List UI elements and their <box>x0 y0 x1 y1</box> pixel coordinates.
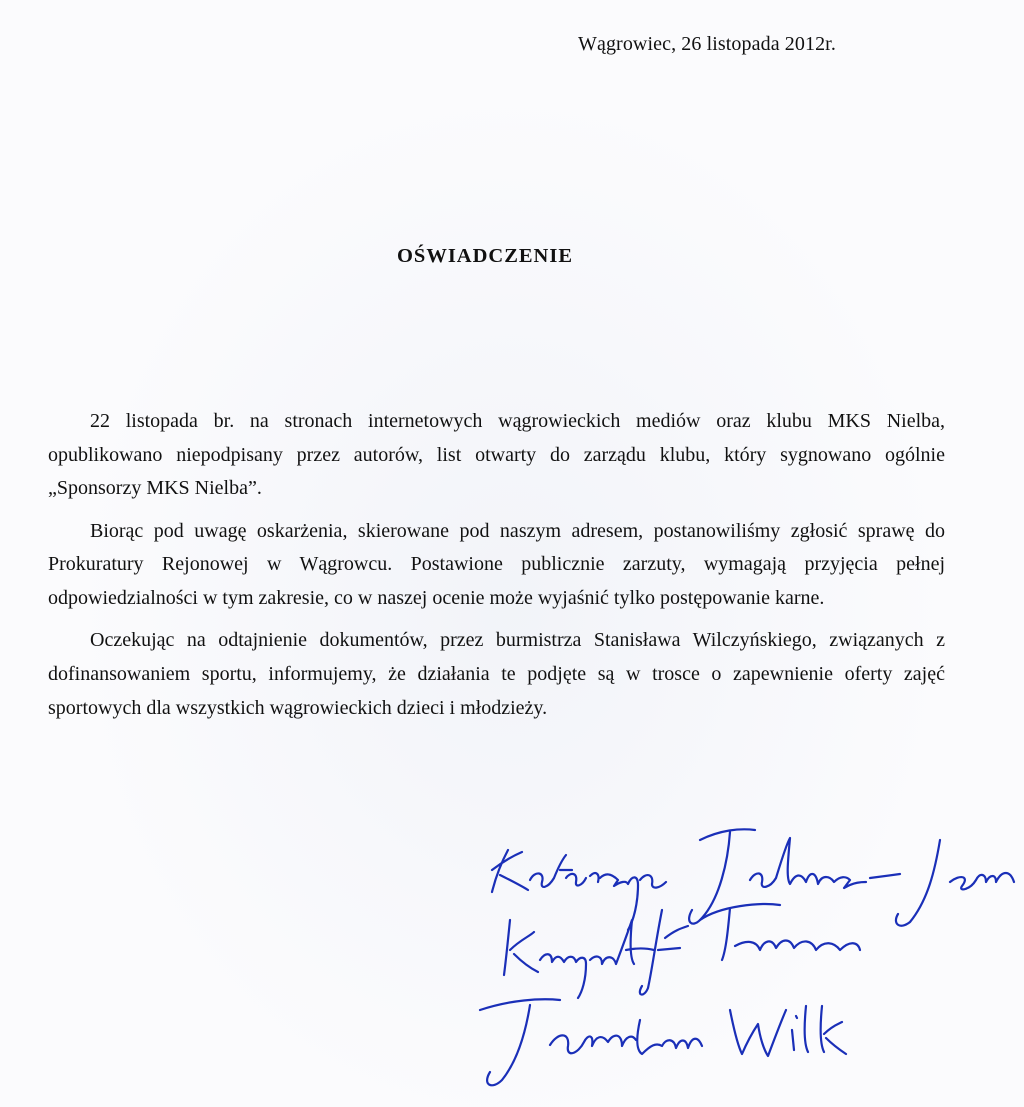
document-body <box>48 405 945 734</box>
paragraph-1: 22 listopada br. na stronach internetowych wągrowieckich mediów oraz klubu MKS Nielba, opublikowano niepodpisany przez autorów, list otwarty do zarządu klubu, który sygnowano ogólnie „Sponsorzy MKS Nielba”. <box>48 410 945 500</box>
place-date: Wągrowiec, 26 listopada 2012r. <box>578 33 836 55</box>
signature-2 <box>504 904 860 998</box>
signature-3 <box>480 999 846 1085</box>
document-title: OŚWIADCZENIE <box>396 245 574 267</box>
signatures-block <box>430 810 1020 1107</box>
handwritten-signatures <box>430 810 1020 1107</box>
signature-1 <box>492 829 1014 930</box>
paragraph-2: Biorąc pod uwagę oskarżenia, skierowane pod naszym adresem, postanowiliśmy zgłosić sprawę do Prokuratury Rejonowej w Wągrowcu. Postawione publicznie zarzuty, wymagają przyjęcia pełnej odpowiedzialności w tym zakresie, co w naszej ocenie może wyjaśnić tylko postępowanie karne. <box>48 519 945 610</box>
paragraph-3: Oczekując na odtajnienie dokumentów, przez burmistrza Stanisława Wilczyńskiego, związanych z dofinansowaniem sportu, informujemy, że działania te podjęte są w trosce o zapewnienie oferty zajęć sportowych dla wszystkich wągrowieckich dzieci i młodzieży. <box>48 629 945 719</box>
